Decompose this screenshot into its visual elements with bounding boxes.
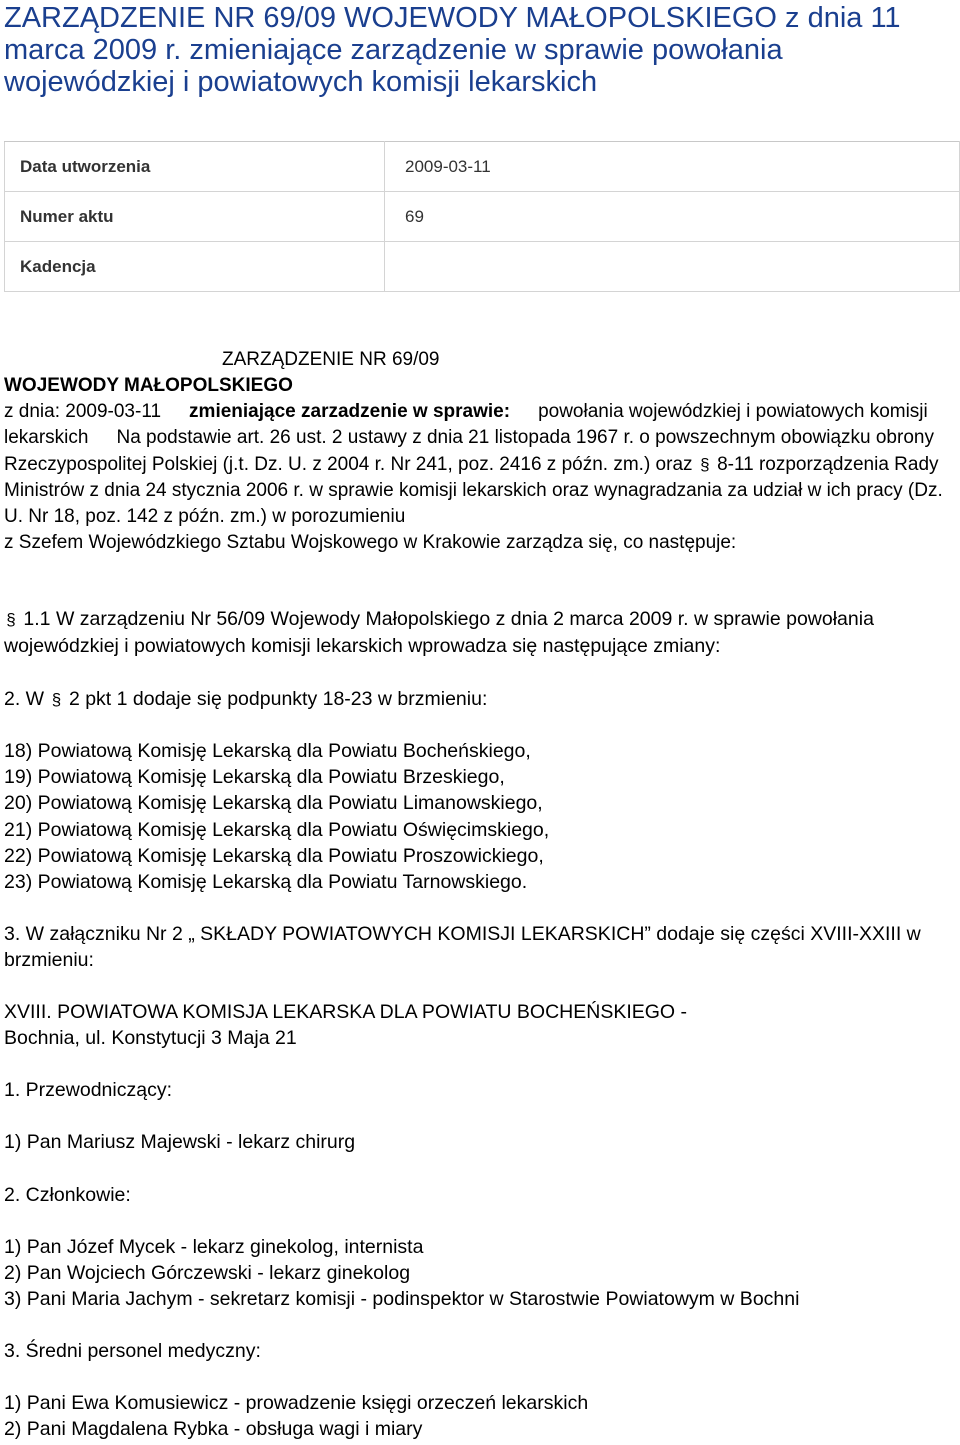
metadata-value: 69: [385, 192, 960, 242]
metadata-row-date: [5, 142, 960, 192]
staff-heading: 3. Średni personel medyczny:: [4, 1340, 261, 1362]
metadata-label: Kadencja: [5, 242, 385, 292]
chair-entry: 1) Pan Mariusz Majewski - lekarz chirurg: [4, 1131, 356, 1153]
preamble-date: z dnia: 2009-03-11: [4, 401, 162, 422]
list-item: 22) Powiatową Komisję Lekarską dla Powiatu Proszowickiego,: [4, 844, 544, 867]
metadata-row-number: [5, 192, 960, 242]
metadata-value: 2009-03-11: [385, 142, 960, 192]
issuer-heading: WOJEWODY MAŁOPOLSKIEGO: [4, 375, 293, 396]
preamble-closing: z Szefem Wojewódzkiego Sztabu Wojskowego w Krakowie zarządza się, co następuje:: [4, 532, 737, 554]
list-item: 2) Pani Magdalena Rybka - obsługa wagi i miary: [4, 1418, 423, 1441]
paragraph-2-prefix: 2. W: [4, 688, 45, 710]
list-item: 21) Powiatową Komisję Lekarską dla Powiatu Oświęcimskiego,: [4, 818, 550, 841]
commission-header: [4, 999, 959, 1051]
staff-list: [4, 1390, 959, 1442]
preamble-bold-label: zmieniające zarzadzenie w sprawie:: [189, 401, 511, 422]
list-item: 1) Pani Ewa Komusiewicz - prowadzenie księgi orzeczeń lekarskich: [4, 1392, 589, 1414]
metadata-label: Data utworzenia: [5, 142, 385, 192]
commission-title: XVIII. POWIATOWA KOMISJA LEKARSKA DLA POWIATU BOCHEŃSKIEGO -: [4, 1001, 688, 1023]
metadata-row-term: [5, 242, 960, 292]
chair-heading: 1. Przewodniczący:: [4, 1079, 172, 1101]
metadata-value: [385, 242, 960, 292]
paragraph-2-text: 2 pkt 1 dodaje się podpunkty 18-23 w brzmieniu:: [68, 688, 488, 710]
list-item: 19) Powiatową Komisję Lekarską dla Powiatu Brzeskiego,: [4, 766, 505, 789]
document-title: ZARZĄDZENIE NR 69/09 WOJEWODY MAŁOPOLSKIEGO z dnia 11 marca 2009 r. zmieniające zarządzenie w sprawie powołania wojewódzkiej i powiatowych komisji lekarskich: [4, 2, 901, 98]
section-sign: §: [6, 610, 16, 629]
metadata-label: Numer aktu: [5, 192, 385, 242]
section-sign: §: [51, 690, 62, 709]
list-item: 3) Pani Maria Jachym - sekretarz komisji - podinspektor w Starostwie Powiatowym w Bochni: [4, 1288, 800, 1311]
paragraph-2: [4, 686, 959, 713]
preamble-legal-basis-2: 8-11 rozporządzenia Rady Ministrów z dnia 24 stycznia 2006 r. w sprawie komisji lekarskich oraz wynagradzania za udział w ich pracy (Dz. U. Nr 18, poz. 142 z późn. zm.) w porozumieniu: [4, 453, 943, 528]
list-item: 23) Powiatową Komisję Lekarską dla Powiatu Tarnowskiego.: [4, 871, 528, 894]
members-heading: 2. Członkowie:: [4, 1184, 131, 1206]
county-list: [4, 738, 959, 895]
regulation-heading: ZARZĄDZENIE NR 69/09: [222, 349, 440, 370]
commission-address: Bochnia, ul. Konstytucji 3 Maja 21: [4, 1027, 297, 1050]
metadata-table: [4, 141, 960, 292]
paragraph-1-text: 1.1 W zarządzeniu Nr 56/09 Wojewody Małopolskiego z dnia 2 marca 2009 r. w sprawie powołania wojewódzkiej i powiatowych komisji lekarskich wprowadza się następujące zmiany:: [4, 608, 874, 658]
preamble-subject: powołania wojewódzkiej i powiatowych komisji lekarskich: [4, 401, 928, 449]
preamble-legal-basis: Na podstawie art. 26 ust. 2 ustawy z dnia 21 listopada 1967 r. o powszechnym obowiązku obrony Rzeczypospolitej Polskiej (j.t. Dz. U. z 2004 r. Nr 241, poz. 2416 z późn. zm.) oraz: [4, 427, 934, 475]
list-item: 2) Pan Wojciech Górczewski - lekarz ginekolog: [4, 1262, 411, 1285]
list-item: 18) Powiatową Komisję Lekarską dla Powiatu Bocheńskiego,: [4, 740, 531, 762]
paragraph-3-text: 3. W załączniku Nr 2 „ SKŁADY POWIATOWYCH KOMISJI LEKARSKICH” dodaje się części XVIII-XXIII w brzmieniu:: [4, 923, 921, 972]
section-sign: §: [700, 454, 710, 474]
members-list: [4, 1234, 959, 1313]
preamble: [4, 399, 954, 557]
paragraph-1: [4, 606, 959, 659]
list-item: 20) Powiatową Komisję Lekarską dla Powiatu Limanowskiego,: [4, 792, 543, 815]
list-item: 1) Pan Józef Mycek - lekarz ginekolog, internista: [4, 1236, 424, 1258]
paragraph-3: [4, 921, 959, 973]
